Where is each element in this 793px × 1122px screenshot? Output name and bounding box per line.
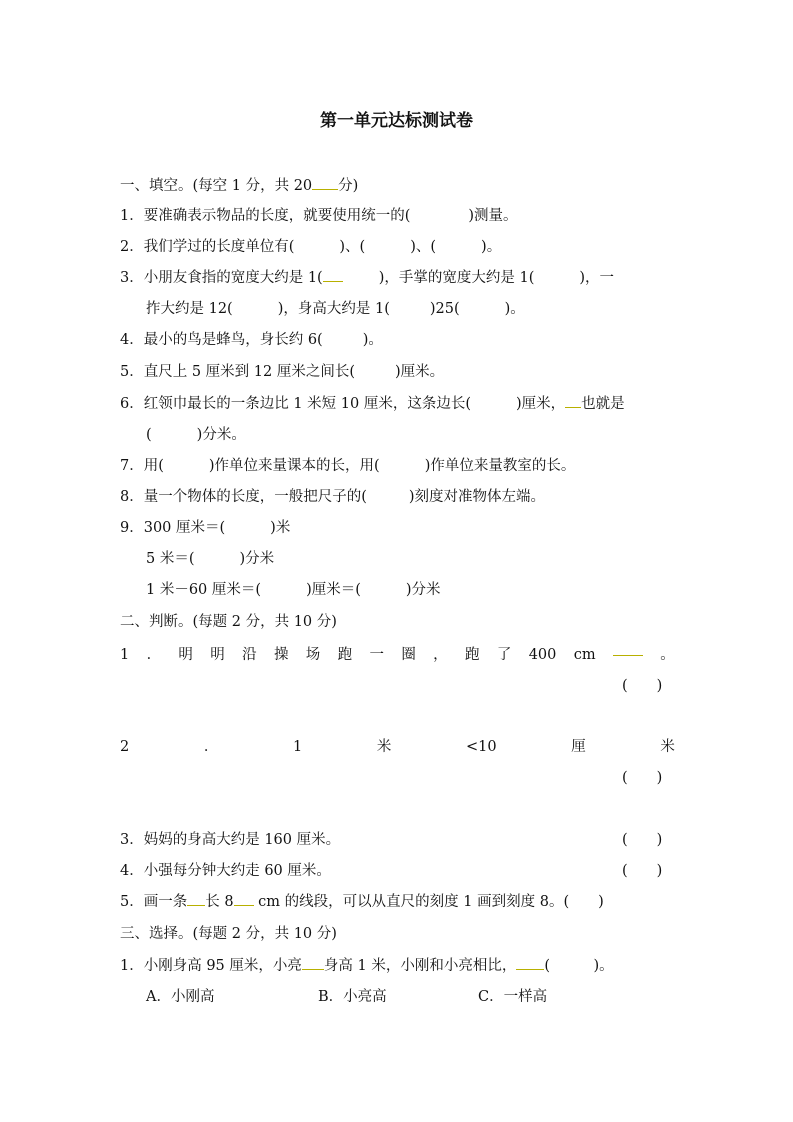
- underline-mark: [613, 645, 643, 656]
- fill-q3-line2: 拃大约是 12( )，身高大约是 1( )25( )。: [146, 301, 525, 317]
- fill-q9-line3: 1 米－60 厘米＝( )厘米＝( )分米: [146, 582, 441, 598]
- choice-q1-options: [146, 987, 547, 1007]
- judge-q2-answer[interactable]: ( ): [622, 770, 663, 786]
- option-a[interactable]: A．小刚高: [146, 989, 215, 1005]
- judge-q3: 3．妈妈的身高大约是 160 厘米。: [120, 832, 341, 848]
- judge-q4: 4．小强每分钟大约走 60 厘米。: [120, 863, 331, 879]
- underline-mark: [234, 893, 254, 906]
- section-1-header: 一、填空。(每空 1 分，共 20 分): [120, 178, 359, 194]
- underline-mark: [516, 957, 544, 970]
- fill-q9-line2: 5 米＝( )分米: [146, 551, 275, 567]
- underline-mark: [312, 177, 338, 190]
- judge-q1: 1 ． 明 明 沿 操 场 跑 一 圈 ， 跑 了 400 cm 。: [120, 647, 675, 663]
- option-b[interactable]: B．小亮高: [318, 989, 387, 1005]
- fill-q2: 2．我们学过的长度单位有( )、( )、( )。: [120, 239, 502, 255]
- fill-q6-line1: 6．红领巾最长的一条边比 1 米短 10 厘米，这条边长( )厘米， 也就是: [120, 396, 625, 412]
- choice-q1: 1．小刚身高 95 厘米，小亮 身高 1 米，小刚和小亮相比， ( )。: [120, 958, 614, 974]
- fill-q4: 4．最小的鸟是蜂鸟，身长约 6( )。: [120, 332, 383, 348]
- fill-q6-line2: ( )分米。: [146, 427, 246, 443]
- underline-mark: [565, 395, 581, 408]
- judge-q5: 5．画一条 长 8 cm 的线段，可以从直尺的刻度 1 画到刻度 8。( ): [120, 894, 604, 910]
- fill-q1: 1．要准确表示物品的长度，就要使用统一的( )测量。: [120, 208, 518, 224]
- underline-mark: [323, 269, 343, 282]
- option-c[interactable]: C．一样高: [478, 989, 548, 1005]
- section-2-header: 二、判断。(每题 2 分，共 10 分): [120, 614, 337, 630]
- fill-q3-line1: 3．小朋友食指的宽度大约是 1( )，手掌的宽度大约是 1( )，一: [120, 270, 615, 286]
- judge-q1-answer[interactable]: ( ): [622, 678, 663, 694]
- fill-q8: 8．量一个物体的长度，一般把尺子的( )刻度对准物体左端。: [120, 489, 546, 505]
- judge-q4-answer[interactable]: ( ): [622, 863, 663, 879]
- judge-q2: 2 ． 1 米 <10 厘 米: [120, 739, 675, 755]
- section-3-header: 三、选择。(每题 2 分，共 10 分): [120, 926, 337, 942]
- fill-q7: 7．用( )作单位来量课本的长，用( )作单位来量教室的长。: [120, 458, 576, 474]
- page-title: 第一单元达标测试卷: [320, 111, 473, 131]
- underline-mark: [187, 893, 205, 906]
- fill-q5: 5．直尺上 5 厘米到 12 厘米之间长( )厘米。: [120, 364, 445, 380]
- judge-q3-answer[interactable]: ( ): [622, 832, 663, 848]
- fill-q9-line1: 9．300 厘米＝( )米: [120, 520, 291, 536]
- underline-mark: [302, 957, 324, 970]
